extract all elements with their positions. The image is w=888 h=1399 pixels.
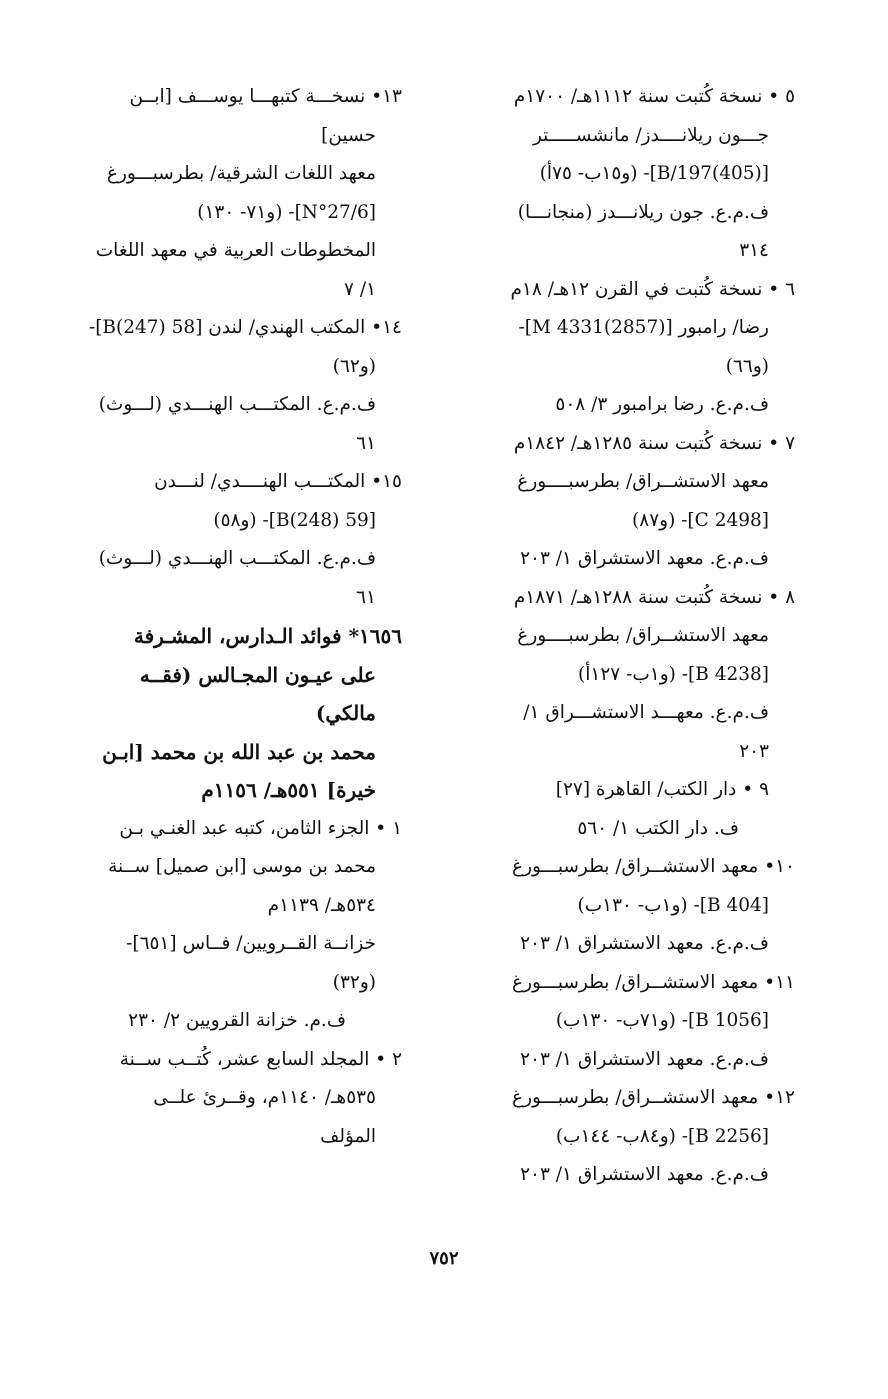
right-column-line: ٣١٤ (739, 240, 769, 261)
right-column-line: معهد الاستشــراق/ بطرسبــــورغ (517, 471, 769, 492)
left-column-line: حسين] (321, 124, 376, 146)
left-column-line: خزانــة القــرويين/ فــاس [٦٥١]- (126, 933, 376, 954)
left-column-line: ١٤• المكتب الهندي/ لندن [58 B(247)]- (88, 317, 402, 338)
right-column-line: [B/197(405)]- (و١٥ب- ٧٥أ) (539, 163, 769, 184)
right-column-line: ف.م.ع. رضا برامبور ٣/ ٥٠٨ (555, 394, 769, 415)
right-column-line: ١١• معهد الاستشــراق/ بطرسبـــورغ (512, 971, 795, 993)
left-column-line: (و٦٢) (332, 355, 376, 377)
right-column-line: ٨ • نسخة كُتبت سنة ١٢٨٨هـ/ ١٨٧١م (513, 586, 795, 608)
left-column-line: (و٣٢) (332, 971, 376, 993)
right-column-line: ف.م.ع. جون ريلانـــدز (منجانـــا) (517, 201, 769, 223)
right-column-line: ١٢• معهد الاستشــراق/ بطرسبـــورغ (512, 1087, 795, 1108)
right-column-line: ف.م.ع. معهد الاستشراق ١/ ٢٠٣ (520, 1164, 769, 1185)
left-column-line: محمد بن موسى [ابن صميل] ســنة (108, 856, 376, 877)
left-column-line: خيرة] ٥٥١هـ/ ١١٥٦م (201, 778, 376, 802)
left-column-line: ١ • الجزء الثامن، كتبه عبد الغنـي بـن (119, 817, 402, 839)
right-column-line: [B 4238]- (و١ب- ١٢٧أ) (578, 663, 769, 685)
left-column-line: ١/ ٧ (344, 278, 376, 300)
right-column-line: [C 2498]- (و٨٧) (632, 509, 769, 531)
left-column (62, 78, 402, 1156)
right-column-line: ف.م.ع. معهد الاستشراق ١/ ٢٠٣ (520, 548, 769, 569)
right-column-line: معهد الاستشــراق/ بطرسبــــورغ (517, 625, 769, 646)
page-number: ٧٥٢ (429, 1248, 459, 1269)
left-column-line: ١٥• المكتـــب الهنــــدي/ لنـــدن (154, 471, 402, 492)
right-column-line: رضا/ رامبور [M 4331(2857)]- (518, 317, 769, 338)
left-column-line: على عيـون المجـالس (فقــه (139, 662, 376, 687)
left-column-line: معهد اللغات الشرقية/ بطرسبـــورغ (106, 163, 376, 184)
right-column-line: ٥ • نسخة كُتبت سنة ١١١٢هـ/ ١٧٠٠م (513, 86, 795, 107)
right-column-line: ف. دار الكتب ١/ ٥٦٠ (577, 817, 739, 839)
right-column-line: [B 404]- (و١ب- ١٣٠ب) (577, 894, 769, 916)
left-column-line: ف.م. خزانة القرويين ٢/ ٢٣٠ (128, 1010, 346, 1031)
left-column-line: محمد بن عبد الله بن محمد [ابـن (102, 739, 376, 764)
right-column-line: ٩ • دار الكتب/ القاهرة [٢٧] (555, 779, 769, 800)
left-column-line: مالكي) (315, 701, 376, 725)
left-column-line: ٢ • المجلد السابع عشر، كُتــب ســنة (119, 1048, 402, 1070)
left-column-line: [N°27/6]- (و٧١- ١٣٠) (197, 201, 376, 223)
left-column-line: ٦١ (356, 586, 376, 608)
right-column-line: ٢٠٣ (739, 740, 769, 762)
left-column-line: ٥٣٤هـ/ ١١٣٩م (267, 894, 376, 916)
left-column-line: ٦١ (356, 432, 376, 454)
left-column-line: [59 B(248)]- (و٥٨) (213, 509, 376, 531)
left-column-line: المخطوطات العربية في معهد اللغات (95, 240, 376, 261)
right-column-line: ١٠• معهد الاستشــراق/ بطرسبـــورغ (512, 856, 795, 877)
left-column-line: ٥٣٥هـ/ ١١٤٠م، وقــرئ علــى (153, 1087, 376, 1108)
left-column-line: ف.م.ع. المكتـــب الهنـــدي (لـــوث) (98, 394, 376, 415)
left-column-line: ١٦٥٦* فوائد الـدارس، المشـرفة (133, 624, 402, 648)
right-column-line: (و٦٦) (725, 355, 769, 377)
right-column-line: ف.م.ع. معهـــد الاستشـــراق ١/ (523, 702, 769, 723)
right-column-line: ٦ • نسخة كُتبت في القرن ١٢هـ/ ١٨م (510, 278, 795, 300)
right-column-line: ف.م.ع. معهد الاستشراق ١/ ٢٠٣ (520, 933, 769, 954)
right-column (445, 78, 795, 1195)
right-column-line: جـــون ريلانــــدز/ مانشســـــتر (532, 124, 769, 146)
right-column-line: ف.م.ع. معهد الاستشراق ١/ ٢٠٣ (520, 1048, 769, 1070)
left-column-line: ١٣• نسخـــة كتبهـــا يوســـف [ابــن (129, 86, 402, 107)
right-column-line: ٧ • نسخة كُتبت سنة ١٢٨٥هـ/ ١٨٤٢م (513, 432, 795, 454)
right-column-line: [B 2256]- (و٨٤ب- ١٤٤ب) (555, 1125, 769, 1147)
left-column-line: المؤلف (320, 1125, 376, 1147)
right-column-line: [B 1056]- (و٧١ب- ١٣٠ب) (555, 1010, 769, 1031)
left-column-line: ف.م.ع. المكتـــب الهنـــدي (لـــوث) (98, 548, 376, 569)
